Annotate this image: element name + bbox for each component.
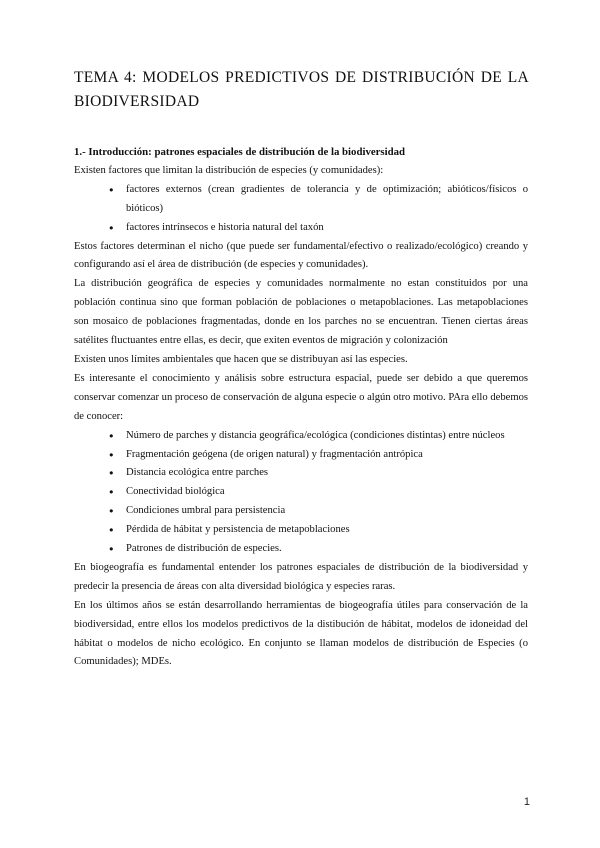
list-item: ● factores externos (crean gradientes de tolerancia y de optimización; abióticos/físicos o bióticos) xyxy=(74,181,528,219)
paragraph: Es interesante el conocimiento y análisis sobre estructura espacial, puede ser debido a que queremos conservar comenzar un proceso de conservación de alguna especie o algún otro motivo. PAra ello debemos de conocer: xyxy=(74,372,528,422)
page-number: 1 xyxy=(523,796,530,808)
paragraph: Estos factores determinan el nicho (que puede ser fundamental/efectivo o realizado/ecológico) creando y configurando así el área de distribución (de especies y comunidades). xyxy=(74,240,528,271)
list-item: ● Fragmentación geógena (de origen natural) y fragmentación antrópica xyxy=(74,446,528,465)
paragraph: La distribución geográfica de especies y comunidades normalmente no estan constituidos por una población continua sino que forman población de poblaciones o metapoblaciones. Las metapoblaciones son mosaico de poblaciones fragmentadas, donde en los parches no se encuentran. Tienen ciertas áreas satélites fluctuantes entre ellas, es decir, que exiten eventos de migración y colonización xyxy=(74,278,528,347)
list-item: ● Pérdida de hábitat y persistencia de metapoblaciones xyxy=(74,521,528,540)
list-item: ● Número de parches y distancia geográfica/ecológica (condiciones distintas) entre núcleos xyxy=(74,427,528,446)
section-heading: 1.- Introducción: patrones espaciales de distribución de la biodiversidad xyxy=(74,146,406,158)
knowledge-list xyxy=(74,427,528,559)
paragraph: En biogeografía es fundamental entender los patrones espaciales de distribución de la biodiversidad y predecir la presencia de áreas con alta diversidad biológica y especies raras. xyxy=(74,561,528,592)
list-item: ● Condiciones umbral para persistencia xyxy=(74,502,528,521)
list-item: ● Conectividad biológica xyxy=(74,483,528,502)
paragraph: Existen unos límites ambientales que hacen que se distribuyan así las especies. xyxy=(74,353,408,365)
paragraph: En los últimos años se están desarrollando herramientas de biogeografía útiles para conservación de la biodiversidad, entre ellos los modelos predictivos de la distibución de hábitat, modelos de idoneidad del hábitat o modelos de nicho ecológico. En conjunto se llaman modelos de distribución de Especies (o Comunidades); MDEs. xyxy=(74,599,528,668)
document-body xyxy=(74,143,528,672)
factors-list xyxy=(74,181,528,238)
list-item: ● Distancia ecológica entre parches xyxy=(74,464,528,483)
list-item: ● Patrones de distribución de especies. xyxy=(74,540,528,559)
list-item: ● factores intrínsecos e historia natural del taxón xyxy=(74,219,528,238)
intro-paragraph: Existen factores que limitan la distribución de especies (y comunidades): xyxy=(74,164,384,176)
document-title: TEMA 4: MODELOS PREDICTIVOS DE DISTRIBUCIÓN DE LA BIODIVERSIDAD xyxy=(74,69,529,110)
